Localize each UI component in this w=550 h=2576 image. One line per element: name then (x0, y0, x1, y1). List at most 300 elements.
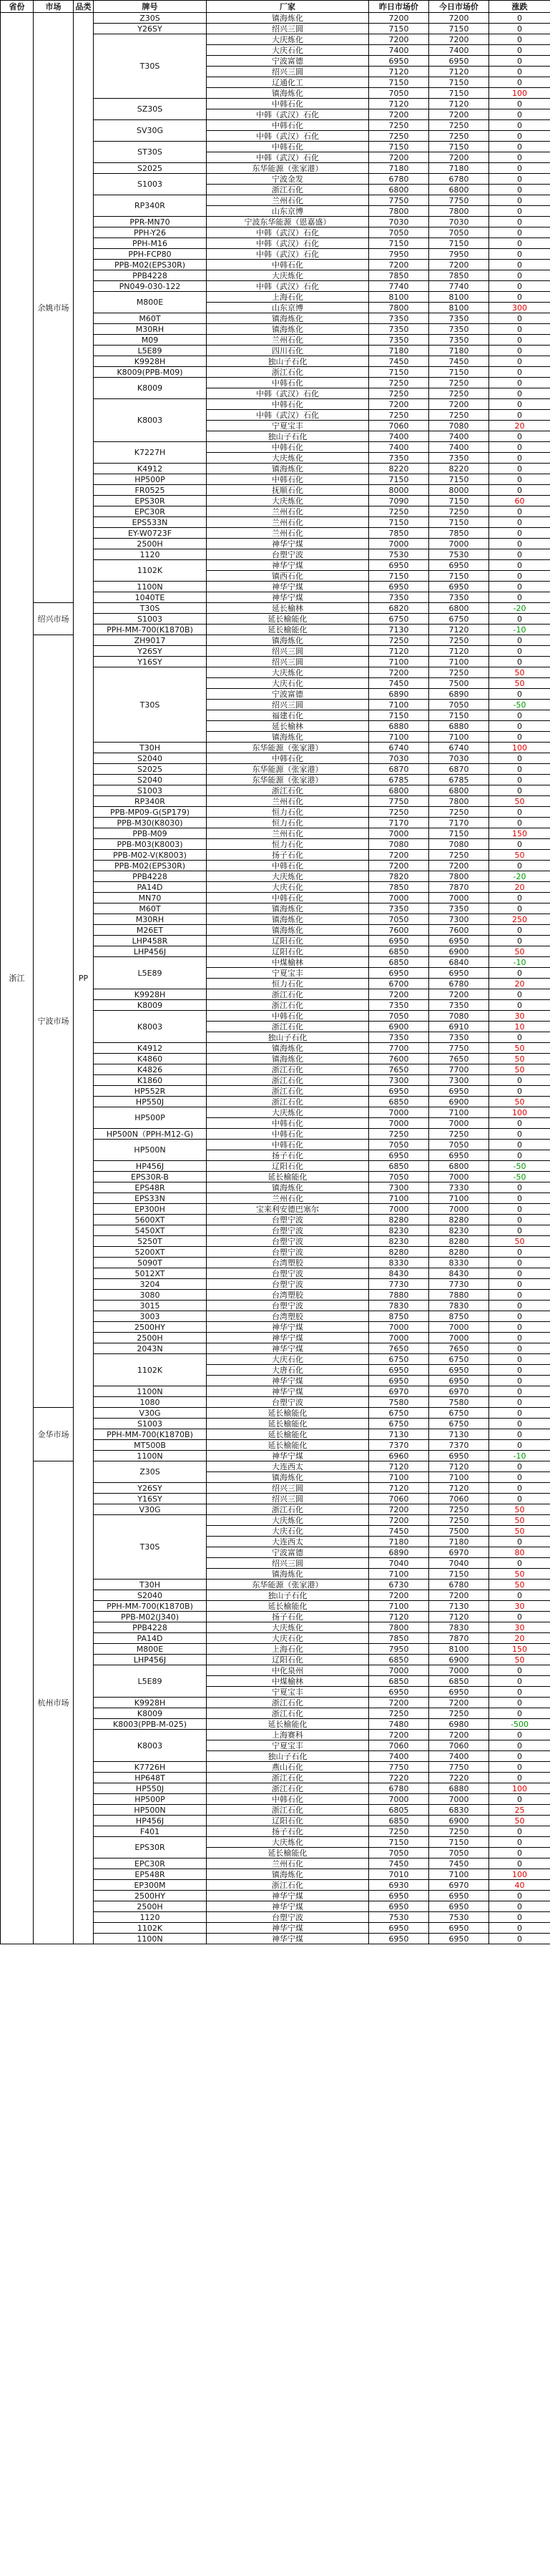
yesterday-price-cell: 7120 (369, 1461, 429, 1472)
yesterday-price-cell: 7250 (369, 1129, 429, 1140)
maker-cell: 大连西太 (207, 1537, 369, 1547)
change-cell: 0 (489, 689, 550, 700)
change-cell: 0 (489, 1290, 550, 1301)
maker-cell: 东华能源（张家港） (207, 775, 369, 785)
change-cell: 0 (489, 1708, 550, 1719)
market-cell: 杭州市场 (34, 1461, 74, 1944)
grade-cell: L5E89 (94, 346, 207, 356)
yesterday-price-cell: 7250 (369, 410, 429, 421)
grade-cell: PA14D (94, 1633, 207, 1644)
today-price-cell: 7120 (429, 1612, 489, 1622)
grade-cell: PA14D (94, 882, 207, 893)
grade-cell: S2040 (94, 753, 207, 764)
maker-cell: 独山子石化 (207, 431, 369, 442)
today-price-cell: 7370 (429, 1440, 489, 1451)
today-price-cell: 7100 (429, 657, 489, 667)
change-cell: -10 (489, 1451, 550, 1461)
grade-cell: RP340R (94, 195, 207, 217)
yesterday-price-cell: 7000 (369, 1322, 429, 1333)
change-cell: 0 (489, 785, 550, 796)
today-price-cell: 7700 (429, 1064, 489, 1075)
today-price-cell: 7250 (429, 410, 489, 421)
yesterday-price-cell: 7180 (369, 1537, 429, 1547)
change-cell: 0 (489, 56, 550, 67)
today-price-cell: 8100 (429, 292, 489, 303)
maker-cell: 镇海炼化 (207, 1182, 369, 1193)
maker-cell: 台塑宁波 (207, 1397, 369, 1408)
maker-cell: 中韩（武汉）石化 (207, 131, 369, 142)
yesterday-price-cell: 6800 (369, 785, 429, 796)
change-cell: 0 (489, 120, 550, 131)
change-cell: 0 (489, 1419, 550, 1429)
today-price-cell: 7200 (429, 1698, 489, 1708)
yesterday-price-cell: 7090 (369, 496, 429, 506)
yesterday-price-cell: 6880 (369, 721, 429, 732)
change-cell: 0 (489, 367, 550, 378)
change-cell: 0 (489, 614, 550, 625)
grade-cell: ST30S (94, 142, 207, 163)
grade-cell: 1100N (94, 582, 207, 592)
maker-cell: 大庆炼化 (207, 871, 369, 882)
maker-cell: 大庆炼化 (207, 496, 369, 506)
maker-cell: 神华宁煤 (207, 1891, 369, 1901)
today-price-cell: 7450 (429, 1858, 489, 1869)
change-cell: 80 (489, 1547, 550, 1558)
yesterday-price-cell: 7050 (369, 227, 429, 238)
yesterday-price-cell: 7850 (369, 882, 429, 893)
change-cell: 0 (489, 1698, 550, 1708)
grade-cell: 5090T (94, 1258, 207, 1268)
yesterday-price-cell: 7000 (369, 1118, 429, 1129)
today-price-cell: 7250 (429, 667, 489, 678)
change-cell: 0 (489, 388, 550, 399)
yesterday-price-cell: 7150 (369, 367, 429, 378)
change-cell: 0 (489, 442, 550, 453)
maker-cell: 神华宁煤 (207, 1934, 369, 1944)
today-price-cell: 7080 (429, 1011, 489, 1022)
today-price-cell: 7150 (429, 367, 489, 378)
today-price-cell: 7000 (429, 539, 489, 549)
change-cell: 0 (489, 1032, 550, 1043)
grade-cell: PPB-M03(K8003) (94, 839, 207, 850)
today-price-cell: 7200 (429, 109, 489, 120)
change-cell: 50 (489, 796, 550, 807)
maker-cell: 浙江石化 (207, 1880, 369, 1891)
today-price-cell: 7250 (429, 1504, 489, 1515)
grade-cell: T30S (94, 603, 207, 614)
today-price-cell: 6970 (429, 1547, 489, 1558)
yesterday-price-cell: 7350 (369, 1000, 429, 1011)
change-cell: 50 (489, 946, 550, 957)
yesterday-price-cell: 7220 (369, 1773, 429, 1783)
change-cell: 50 (489, 1504, 550, 1515)
today-price-cell: 8220 (429, 464, 489, 474)
change-cell: 0 (489, 775, 550, 785)
today-price-cell: 7150 (429, 1837, 489, 1848)
grade-cell: 2043N (94, 1343, 207, 1354)
maker-cell: 独山子石化 (207, 1032, 369, 1043)
grade-cell: S2040 (94, 775, 207, 785)
maker-cell: 神华宁煤 (207, 582, 369, 592)
today-price-cell: 7530 (429, 549, 489, 560)
change-cell: 0 (489, 1590, 550, 1601)
grade-cell: HP456J (94, 1816, 207, 1826)
grade-cell: K7227H (94, 442, 207, 464)
change-cell: 0 (489, 657, 550, 667)
grade-cell: Z30S (94, 13, 207, 24)
change-cell: 50 (489, 1655, 550, 1665)
maker-cell: 东华能源（张家港） (207, 163, 369, 174)
change-cell: -10 (489, 957, 550, 968)
today-price-cell: 7800 (429, 206, 489, 217)
maker-cell: 东华能源（张家港） (207, 743, 369, 753)
maker-cell: 神华宁煤 (207, 1343, 369, 1354)
yesterday-price-cell: 6800 (369, 185, 429, 195)
maker-cell: 浙江石化 (207, 1805, 369, 1816)
today-price-cell: 8280 (429, 1215, 489, 1225)
change-cell: 100 (489, 1869, 550, 1880)
yesterday-price-cell: 6780 (369, 1783, 429, 1794)
maker-cell: 山东京博 (207, 206, 369, 217)
today-price-cell: 7250 (429, 1129, 489, 1140)
maker-cell: 上海石化 (207, 1644, 369, 1655)
maker-cell: 台塑宁波 (207, 549, 369, 560)
today-price-cell: 6830 (429, 1805, 489, 1816)
today-price-cell: 7830 (429, 1301, 489, 1311)
change-cell: 0 (489, 1258, 550, 1268)
maker-cell: 宁夏宝丰 (207, 968, 369, 979)
maker-cell: 中韩石化 (207, 442, 369, 453)
change-cell: 300 (489, 303, 550, 313)
today-price-cell: 7050 (429, 1140, 489, 1150)
yesterday-price-cell: 7950 (369, 249, 429, 260)
grade-cell: M30RH (94, 914, 207, 925)
change-cell: 20 (489, 882, 550, 893)
today-price-cell: 7400 (429, 1751, 489, 1762)
change-cell: 0 (489, 99, 550, 109)
yesterday-price-cell: 7400 (369, 1751, 429, 1762)
change-cell: 0 (489, 1537, 550, 1547)
today-price-cell: 7250 (429, 1826, 489, 1837)
grade-cell: K8009 (94, 1708, 207, 1719)
yesterday-price-cell: 7200 (369, 850, 429, 861)
maker-cell: 兰州石化 (207, 528, 369, 539)
grade-cell: T30S (94, 34, 207, 99)
today-price-cell: 6880 (429, 721, 489, 732)
maker-cell: 福建石化 (207, 710, 369, 721)
change-cell: 0 (489, 34, 550, 45)
header-category: 品类 (74, 1, 94, 13)
change-cell: 50 (489, 1526, 550, 1537)
change-cell: 20 (489, 1633, 550, 1644)
market-cell: 金华市场 (34, 1408, 74, 1461)
maker-cell: 大庆石化 (207, 1526, 369, 1537)
yesterday-price-cell: 7200 (369, 1590, 429, 1601)
grade-cell: PPB-M02(EPS30R) (94, 260, 207, 270)
yesterday-price-cell: 7000 (369, 893, 429, 903)
maker-cell: 宁波东华能源（恩嘉盛） (207, 217, 369, 227)
grade-cell: Z30S (94, 1461, 207, 1483)
maker-cell: 绍兴三圆 (207, 67, 369, 77)
maker-cell: 宁波金发 (207, 174, 369, 185)
maker-cell: 兰州石化 (207, 335, 369, 346)
change-cell: 0 (489, 1118, 550, 1129)
maker-cell: 延长榆能化 (207, 1408, 369, 1419)
change-cell: 0 (489, 646, 550, 657)
yesterday-price-cell: 6820 (369, 603, 429, 614)
today-price-cell: 7250 (429, 850, 489, 861)
yesterday-price-cell: 6780 (369, 174, 429, 185)
maker-cell: 中韩石化 (207, 474, 369, 485)
change-cell: 0 (489, 324, 550, 335)
today-price-cell: 6750 (429, 1408, 489, 1419)
yesterday-price-cell: 7450 (369, 356, 429, 367)
yesterday-price-cell: 6950 (369, 1365, 429, 1376)
change-cell: 0 (489, 528, 550, 539)
yesterday-price-cell: 7000 (369, 1204, 429, 1215)
grade-cell: 3015 (94, 1301, 207, 1311)
maker-cell: 延长榆能化 (207, 1719, 369, 1730)
maker-cell: 浙江石化 (207, 1022, 369, 1032)
today-price-cell: 7100 (429, 1869, 489, 1880)
grade-cell: EP548R (94, 1869, 207, 1880)
today-price-cell: 8330 (429, 1258, 489, 1268)
today-price-cell: 7250 (429, 506, 489, 517)
maker-cell: 宁波富德 (207, 1547, 369, 1558)
maker-cell: 兰州石化 (207, 1193, 369, 1204)
maker-cell: 中韩石化 (207, 378, 369, 388)
yesterday-price-cell: 6890 (369, 689, 429, 700)
grade-cell: K8003(PPB-M-025) (94, 1719, 207, 1730)
yesterday-price-cell: 7000 (369, 828, 429, 839)
yesterday-price-cell: 7250 (369, 120, 429, 131)
maker-cell: 浙江石化 (207, 1086, 369, 1097)
maker-cell: 兰州石化 (207, 796, 369, 807)
today-price-cell: 7870 (429, 1633, 489, 1644)
today-price-cell: 7200 (429, 1590, 489, 1601)
today-price-cell: 7300 (429, 1075, 489, 1086)
today-price-cell: 8430 (429, 1268, 489, 1279)
grade-cell: PPB-M02-V(K8003) (94, 850, 207, 861)
maker-cell: 中韩石化 (207, 142, 369, 152)
yesterday-price-cell: 8230 (369, 1225, 429, 1236)
maker-cell: 绍兴三圆 (207, 646, 369, 657)
today-price-cell: 7530 (429, 1912, 489, 1923)
yesterday-price-cell: 6950 (369, 1901, 429, 1912)
yesterday-price-cell: 7820 (369, 871, 429, 882)
change-cell: 0 (489, 1687, 550, 1698)
yesterday-price-cell: 7400 (369, 45, 429, 56)
maker-cell: 大庆石化 (207, 678, 369, 689)
change-cell: 0 (489, 1730, 550, 1740)
today-price-cell: 7040 (429, 1558, 489, 1569)
yesterday-price-cell: 6870 (369, 764, 429, 775)
grade-cell: HP550J (94, 1097, 207, 1107)
grade-cell: M60T (94, 313, 207, 324)
change-cell: 0 (489, 807, 550, 818)
grade-cell: 3204 (94, 1279, 207, 1290)
maker-cell: 大庆炼化 (207, 1622, 369, 1633)
maker-cell: 辽阳石化 (207, 1816, 369, 1826)
yesterday-price-cell: 6700 (369, 979, 429, 989)
today-price-cell: 6780 (429, 979, 489, 989)
yesterday-price-cell: 8000 (369, 485, 429, 496)
yesterday-price-cell: 7250 (369, 378, 429, 388)
today-price-cell: 7580 (429, 1397, 489, 1408)
maker-cell: 延长榆能化 (207, 1419, 369, 1429)
yesterday-price-cell: 7150 (369, 77, 429, 88)
yesterday-price-cell: 7950 (369, 1644, 429, 1655)
grade-cell: 1100N (94, 1934, 207, 1944)
yesterday-price-cell: 7200 (369, 260, 429, 270)
change-cell: 0 (489, 893, 550, 903)
maker-cell: 宝来利安德巴塞尔 (207, 1204, 369, 1215)
yesterday-price-cell: 7750 (369, 1762, 429, 1773)
today-price-cell: 6800 (429, 185, 489, 195)
change-cell: 0 (489, 464, 550, 474)
today-price-cell: 7150 (429, 77, 489, 88)
change-cell: 50 (489, 1097, 550, 1107)
grade-cell: T30H (94, 743, 207, 753)
yesterday-price-cell: 6750 (369, 1408, 429, 1419)
yesterday-price-cell: 6750 (369, 614, 429, 625)
change-cell: 0 (489, 249, 550, 260)
maker-cell: 中韩（武汉）石化 (207, 388, 369, 399)
today-price-cell: 6950 (429, 1687, 489, 1698)
change-cell: 0 (489, 453, 550, 464)
change-cell: 50 (489, 1569, 550, 1580)
today-price-cell: 7330 (429, 1182, 489, 1193)
grade-cell: M09 (94, 335, 207, 346)
yesterday-price-cell: 7350 (369, 592, 429, 603)
yesterday-price-cell: 7800 (369, 1622, 429, 1633)
change-cell: 50 (489, 1515, 550, 1526)
grade-cell: K8009 (94, 378, 207, 399)
yesterday-price-cell: 8280 (369, 1247, 429, 1258)
maker-cell: 宁夏宝丰 (207, 421, 369, 431)
yesterday-price-cell: 7350 (369, 903, 429, 914)
maker-cell: 台塑宁波 (207, 1215, 369, 1225)
grade-cell: K4860 (94, 1054, 207, 1064)
change-cell: -20 (489, 603, 550, 614)
yesterday-price-cell: 7200 (369, 399, 429, 410)
yesterday-price-cell: 6950 (369, 1923, 429, 1934)
today-price-cell: 6880 (429, 1783, 489, 1794)
grade-cell: V30G (94, 1408, 207, 1419)
today-price-cell: 7000 (429, 893, 489, 903)
yesterday-price-cell: 6950 (369, 1934, 429, 1944)
maker-cell: 镇海炼化 (207, 324, 369, 335)
grade-cell: 5250T (94, 1236, 207, 1247)
yesterday-price-cell: 7100 (369, 700, 429, 710)
maker-cell: 大庆炼化 (207, 1837, 369, 1848)
grade-cell: 1120 (94, 1912, 207, 1923)
header-province: 省份 (1, 1, 34, 13)
grade-cell: K9928H (94, 989, 207, 1000)
maker-cell: 台湾塑胶 (207, 1311, 369, 1322)
change-cell: 0 (489, 260, 550, 270)
change-cell: 0 (489, 1386, 550, 1397)
grade-cell: PPB-M02(J340) (94, 1612, 207, 1622)
maker-cell: 上海石化 (207, 292, 369, 303)
change-cell: 0 (489, 270, 550, 281)
maker-cell: 镇海炼化 (207, 88, 369, 99)
grade-cell: PPH-M16 (94, 238, 207, 249)
yesterday-price-cell: 6950 (369, 936, 429, 946)
header-change: 涨跌 (489, 1, 550, 13)
yesterday-price-cell: 7750 (369, 195, 429, 206)
change-cell: 40 (489, 1880, 550, 1891)
yesterday-price-cell: 7050 (369, 914, 429, 925)
today-price-cell: 6950 (429, 1891, 489, 1901)
today-price-cell: 7500 (429, 1526, 489, 1537)
yesterday-price-cell: 7050 (369, 1011, 429, 1022)
maker-cell: 东华能源（张家港） (207, 1580, 369, 1590)
change-cell: 30 (489, 1601, 550, 1612)
header-row (1, 1, 550, 13)
today-price-cell: 6800 (429, 785, 489, 796)
grade-cell: EP300M (94, 1880, 207, 1891)
today-price-cell: 6950 (429, 1451, 489, 1461)
yesterday-price-cell: 7050 (369, 1172, 429, 1182)
grade-cell: 1102K (94, 1354, 207, 1386)
yesterday-price-cell: 7650 (369, 1343, 429, 1354)
grade-cell: 2500H (94, 539, 207, 549)
yesterday-price-cell: 7400 (369, 431, 429, 442)
today-price-cell: 6950 (429, 936, 489, 946)
grade-cell: HP550J (94, 1783, 207, 1794)
grade-cell: EPS30R-B (94, 1172, 207, 1182)
today-price-cell: 7000 (429, 1333, 489, 1343)
grade-cell: SZ30S (94, 99, 207, 120)
grade-cell: LHP458R (94, 936, 207, 946)
change-cell: 0 (489, 24, 550, 34)
today-price-cell: 6910 (429, 1022, 489, 1032)
today-price-cell: 7080 (429, 421, 489, 431)
today-price-cell: 7400 (429, 45, 489, 56)
yesterday-price-cell: 6950 (369, 1891, 429, 1901)
maker-cell: 绍兴三圆 (207, 1558, 369, 1569)
change-cell: 0 (489, 1408, 550, 1419)
maker-cell: 浙江石化 (207, 1773, 369, 1783)
change-cell: 0 (489, 1247, 550, 1258)
yesterday-price-cell: 7250 (369, 506, 429, 517)
change-cell: 0 (489, 839, 550, 850)
maker-cell: 恒力石化 (207, 818, 369, 828)
yesterday-price-cell: 7200 (369, 1515, 429, 1526)
grade-cell: M800E (94, 1644, 207, 1655)
today-price-cell: 6780 (429, 174, 489, 185)
grade-cell: PPH-MM-700(K1870B) (94, 1601, 207, 1612)
today-price-cell: 6950 (429, 1086, 489, 1097)
header-yesterday-price: 昨日市场价 (369, 1, 429, 13)
grade-cell: HP500N（PPH-M12-G) (94, 1129, 207, 1140)
yesterday-price-cell: 7200 (369, 13, 429, 24)
change-cell: 0 (489, 485, 550, 496)
yesterday-price-cell: 8280 (369, 1215, 429, 1225)
grade-cell: EPC30R (94, 1858, 207, 1869)
change-cell: 0 (489, 1182, 550, 1193)
today-price-cell: 7220 (429, 1773, 489, 1783)
maker-cell: 中韩石化 (207, 120, 369, 131)
grade-cell: M30RH (94, 324, 207, 335)
maker-cell: 兰州石化 (207, 195, 369, 206)
change-cell: 0 (489, 335, 550, 346)
yesterday-price-cell: 8100 (369, 292, 429, 303)
change-cell: 0 (489, 1204, 550, 1215)
maker-cell: 大连西太 (207, 1461, 369, 1472)
today-price-cell: 7150 (429, 710, 489, 721)
